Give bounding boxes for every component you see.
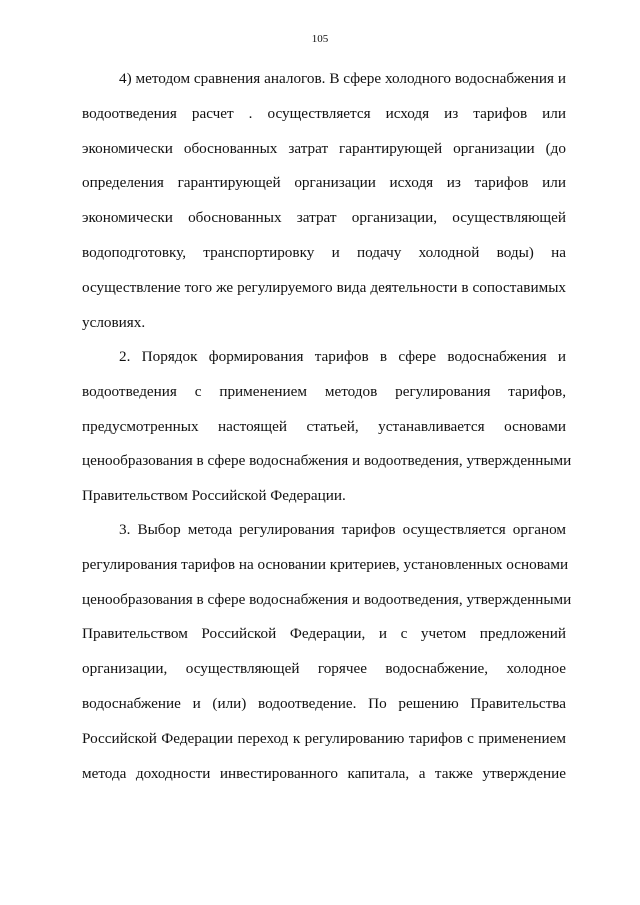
text-line: регулирования тарифов на основании критериев, установленных основами bbox=[82, 555, 569, 573]
text-line: осуществление того же регулируемого вида деятельности в сопоставимых bbox=[82, 278, 566, 296]
text-line: Правительством Российской Федерации. bbox=[82, 487, 346, 505]
paragraph-2 bbox=[82, 340, 572, 514]
text-line: экономически обоснованных затрат гарантирующей организации (до bbox=[82, 139, 566, 157]
text-line: экономически обоснованных затрат организации, осуществляющей bbox=[82, 209, 566, 227]
text-line: 4) методом сравнения аналогов. В сфере холодного водоснабжения и bbox=[119, 70, 566, 87]
text-line: Правительством Российской Федерации, и с учетом предложений bbox=[82, 625, 566, 643]
text-line: водоснабжение и (или) водоотведение. По решению Правительства bbox=[82, 694, 566, 712]
text-line: 2. Порядок формирования тарифов в сфере водоснабжения и bbox=[119, 348, 566, 365]
text-line: 3. Выбор метода регулирования тарифов осуществляется органом bbox=[119, 521, 566, 538]
text-line: метода доходности инвестированного капитала, а также утверждение bbox=[82, 764, 566, 782]
text-line: водоподготовку, транспортировку и подачу холодной воды) на bbox=[82, 243, 566, 261]
text-line: ценообразования в сфере водоснабжения и водоотведения, утвержденными bbox=[82, 452, 572, 470]
paragraph-1 bbox=[82, 62, 566, 340]
text-line: организации, осуществляющей горячее водоснабжение, холодное bbox=[82, 660, 566, 678]
text-line: водоотведения расчет . осуществляется исходя из тарифов или bbox=[82, 104, 566, 122]
text-line: Российской Федерации переход к регулированию тарифов с применением bbox=[82, 729, 566, 747]
page-number: 105 bbox=[311, 33, 329, 45]
paragraph-3 bbox=[82, 513, 572, 791]
text-line: ценообразования в сфере водоснабжения и водоотведения, утвержденными bbox=[82, 590, 572, 608]
text-line: определения гарантирующей организации исходя из тарифов или bbox=[82, 174, 566, 192]
text-line: предусмотренных настоящей статьей, устанавливается основами bbox=[82, 417, 566, 435]
text-line: водоотведения с применением методов регулирования тарифов, bbox=[82, 382, 566, 400]
text-line: условиях. bbox=[82, 313, 146, 331]
